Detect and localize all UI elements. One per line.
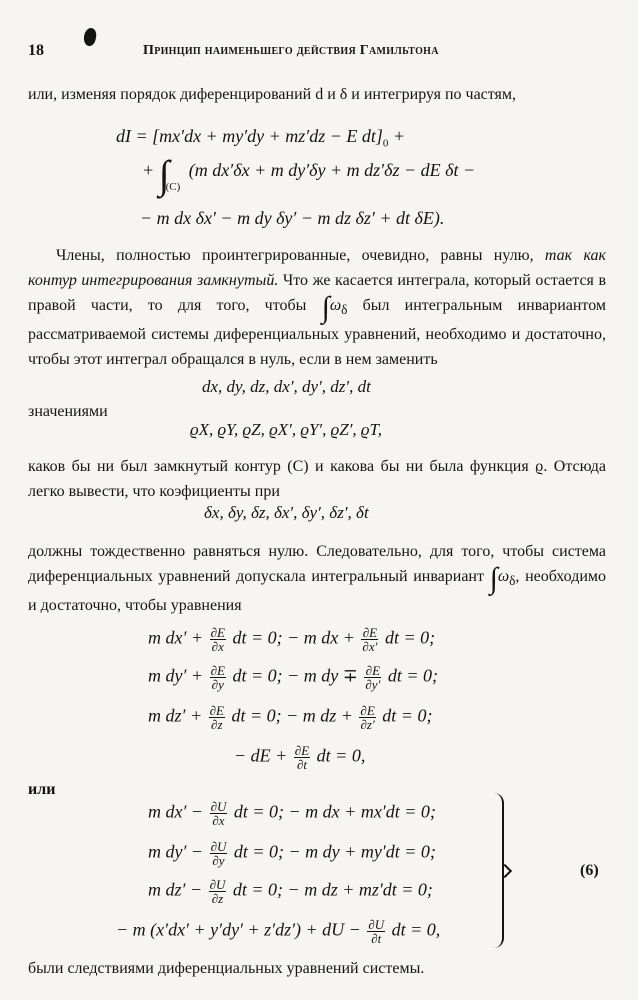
frac-num: ∂U (210, 839, 227, 854)
system1-row2 (148, 664, 438, 691)
frac-den: ∂x (211, 639, 224, 654)
fraction (359, 704, 375, 731)
omega-sub: δ (341, 302, 348, 318)
fraction (294, 744, 310, 771)
s1-r2-c: dt = 0; (387, 665, 439, 686)
p2-part-c: Что же касается интеграла, который остается в правой части, то для того, чтобы (28, 272, 607, 314)
eq-dI-sub: 0 (382, 137, 389, 150)
system1-row3 (148, 704, 432, 731)
s2-r2-b: dt = 0; − m dy + my′dt = 0; (233, 841, 436, 862)
system2-row2 (148, 840, 436, 867)
s1-r2-a: m dy′ + (148, 665, 204, 686)
paragraph-6: были следствиями диференциальных уравнений системы. (28, 960, 425, 977)
fraction (364, 664, 381, 691)
frac-num: ∂E (210, 663, 225, 678)
p2-emphasis: так как контур интегрирования замкнутый. (28, 247, 607, 289)
variables-line-2: ϱX, ϱY, ϱZ, ϱX′, ϱY′, ϱZ′, ϱT, (190, 420, 382, 439)
s2-r1-b: dt = 0; − m dx + mx′dt = 0; (233, 801, 436, 822)
integral-sign-inline-2: ∫ (489, 562, 498, 595)
paragraph-1: или, изменяя порядок диференцирований d и δ и интегрируя по частям, (28, 86, 517, 103)
paragraph-5: должны тождественно равняться нулю. Следовательно, для того, чтобы система диференциальных уравнений допускала интегральный инвариант $\int\omega_\delta$, необходимо и достаточно, чтобы уравнения (28, 543, 607, 615)
system2-row1 (148, 800, 436, 827)
frac-den: ∂z′ (360, 717, 375, 732)
fraction (210, 664, 226, 691)
frac-num: ∂E (365, 663, 381, 678)
fraction (209, 878, 227, 905)
eq-dI-main: dI = [mx′dx + my′dy + mz′dz − E dt] (116, 126, 383, 146)
s1-r2-b: dt = 0; − m dy ∓ (232, 665, 358, 686)
integral-contour-label: (C) (165, 181, 181, 193)
equation-number: (6) (580, 862, 599, 879)
s1-r4-b: dt = 0, (316, 745, 366, 766)
fraction (210, 800, 228, 827)
s2-r3-b: dt = 0; − m dz + mz′dt = 0; (232, 879, 433, 900)
frac-num: ∂E (210, 625, 225, 640)
system2-row3 (148, 878, 433, 905)
p2-part-a: Члены, полностью проинтегрированные, очевидно, равны нулю, (56, 247, 534, 264)
s1-r3-b: dt = 0; − m dz + (231, 705, 353, 726)
s1-r1-a: m dx′ + (148, 627, 204, 648)
s2-r4-a: − m (x′dx′ + y′dy′ + z′dz′) + dU − (116, 919, 361, 940)
s2-r3-a: m dz′ − (148, 879, 203, 900)
frac-den: ∂y′ (365, 677, 381, 692)
eq-plus: + (142, 160, 155, 180)
frac-den: ∂t (296, 757, 307, 772)
fraction (367, 918, 385, 945)
paragraph-4: каков бы ни был замкнутый контур (C) и какова бы ни была функция ϱ. Отсюда легко вывести, что коэфициенты при (28, 458, 606, 500)
system1-row1 (148, 626, 435, 653)
paragraph-2 (28, 243, 606, 372)
fraction (361, 626, 378, 653)
integral-sign-inline: ∫ (321, 291, 330, 324)
frac-num: ∂E (360, 703, 375, 718)
frac-num: ∂U (209, 877, 226, 892)
omega-symbol-2: ω (497, 568, 510, 585)
frac-den: ∂t (371, 931, 382, 946)
s1-r3-c: dt = 0; (382, 705, 433, 726)
omega-sub-2: δ (509, 573, 516, 589)
frac-num: ∂E (294, 743, 310, 758)
frac-den: ∂y (212, 853, 225, 868)
p5-tail: необходимо и достаточно, чтобы уравнения (28, 568, 607, 615)
s2-r1-a: m dx′ − (148, 801, 204, 822)
page-number: 18 (28, 42, 44, 59)
frac-den: ∂z (211, 891, 224, 906)
p2-part-d: был интегральным инвариантом рассматриваемой системы диференциальных уравнений, необходимо и достаточно, чтобы этот интеграл обращался в нуль, если в нем заменить (28, 297, 607, 369)
fraction (209, 704, 225, 731)
frac-den: ∂x (212, 813, 225, 828)
paragraph-3: значениями (28, 403, 108, 420)
s1-r1-c: dt = 0; (384, 627, 436, 648)
omega-symbol: ω (329, 297, 342, 314)
s2-r2-a: m dy′ − (148, 841, 204, 862)
running-header (28, 42, 610, 66)
fraction (210, 840, 228, 867)
frac-den: ∂y (211, 677, 224, 692)
s1-r4-a: − dE + (234, 745, 288, 766)
running-title: Принцип наименьшего действия Гамильтона (143, 43, 439, 58)
frac-num: ∂E (209, 703, 224, 718)
integral-sign: ∫ (158, 152, 170, 197)
variables-line-1: dx, dy, dz, dx′, dy′, dz′, dt (202, 377, 371, 396)
equation-dI-line3: − m dx δx′ − m dy δy′ − m dz δz′ + dt δE). (140, 208, 445, 228)
equation-dI-line1 (116, 126, 405, 150)
frac-num: ∂U (210, 799, 227, 814)
frac-den: ∂z (211, 717, 223, 732)
system1-row4 (234, 744, 365, 771)
s1-r1-b: dt = 0; − m dx + (232, 627, 355, 648)
eq-dI-body: (m dx′δx + m dy′δy + m dz′δz − dE δt − (188, 160, 476, 180)
s1-r3-a: m dz′ + (148, 705, 203, 726)
eq-dI-tail: + (388, 126, 406, 146)
variables-line-3: δx, δy, δz, δx′, δy′, δz′, δt (204, 503, 369, 522)
p5-main: должны тождественно равняться нулю. Следовательно, для того, чтобы система диференциальных уравнений допускала интегральный инвариант (28, 543, 606, 585)
frac-num: ∂E (362, 625, 378, 640)
s2-r4-b: dt = 0, (391, 919, 441, 940)
equation-dI-line2 (142, 152, 476, 197)
system2-row4 (116, 918, 440, 945)
word-ili: или (28, 781, 56, 798)
frac-num: ∂U (368, 917, 385, 932)
fraction (210, 626, 226, 653)
frac-den: ∂x′ (362, 639, 378, 654)
